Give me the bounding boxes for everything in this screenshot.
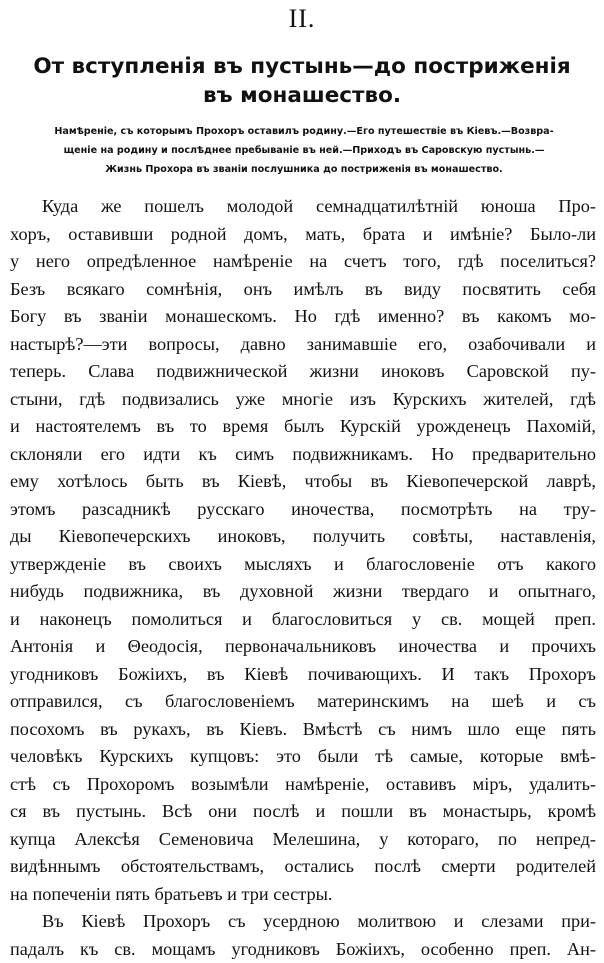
text-line: у него опредѣленное намѣреніе на счетъ того, гдѣ поселиться? [10,248,596,276]
text-line: Богу въ званіи монашескомъ. Но гдѣ именно? въ какомъ мо- [10,303,596,331]
text-line: ся въ пустынь. Всѣ они послѣ и пошли въ монастырь, кромѣ [10,798,596,826]
text-line: отправился, съ благословеніемъ материнскимъ на шеѣ и съ [10,688,596,716]
text-line: стыни, гдѣ подвизались уже многіе изъ Курскихъ жителей, гдѣ [10,386,596,414]
text-line: видѣннымъ обстоятельствамъ, остались послѣ смерти родителей [10,853,596,881]
text-line: купца Алексѣя Семеновича Мелешина, у котораго, по непред- [10,826,596,854]
text-line: и наконецъ помолиться и благословиться у св. мощей преп. [10,606,596,634]
chapter-title-line: От вступленія въ пустынь—до постриженія [20,52,584,81]
summary-line: Намѣреніе, съ которымъ Прохоръ оставилъ родину.—Его путешествіе въ Кіевъ.—Возвра- [10,122,598,141]
text-line: падалъ къ св. мощамъ угодниковъ Божіихъ, особенно преп. Ан- [10,936,596,963]
text-line: угодниковъ Божіихъ, въ Кіевѣ почивающихъ. И такъ Прохоръ [10,661,596,689]
text-line: стѣ съ Прохоромъ возымѣли намѣреніе, оставивъ міръ, удалить- [10,771,596,799]
text-line: Антонія и Θеодосія, первоначальниковъ иночества и прочихъ [10,633,596,661]
text-line: хоръ, оставивши родной домъ, мать, брата и имѣніе? Было-ли [10,221,596,249]
chapter-title-line: въ монашество. [20,81,584,110]
text-line: теперь. Слава подвижнической жизни иноковъ Саровской пу- [10,358,596,386]
summary-line: Жизнь Прохора въ званіи послушника до постриженія въ монашество. [10,160,598,179]
text-line: этомъ разсадникѣ русскаго иночества, посмотрѣть на тру- [10,496,596,524]
chapter-summary [10,122,598,179]
text-line: утвержденіе въ своихъ мысляхъ и благословеніе отъ какого [10,551,596,579]
text-line: посохомъ въ рукахъ, въ Кіевъ. Вмѣстѣ съ нимъ шло еще пять [10,716,596,744]
text-line: и настоятелемъ въ то время былъ Курскій урожденецъ Пахомій, [10,413,596,441]
text-line: Безъ всякаго сомнѣнія, онъ имѣлъ въ виду посвятить себя [10,276,596,304]
text-line: ему хотѣлось быть въ Кіевѣ, чтобы въ Кіевопечерской лаврѣ, [10,468,596,496]
body-text [10,193,596,963]
text-line: нибудь подвижника, въ духовной жизни твердаго и опытнаго, [10,578,596,606]
text-line: Въ Кіевѣ Прохоръ съ усердною молитвою и слезами при- [10,908,596,936]
text-line: человѣкъ Курскихъ купцовъ: это были тѣ самые, которые вмѣ- [10,743,596,771]
text-line: настырѣ?—эти вопросы, давно занимавшіе его, озабочивали и [10,331,596,359]
chapter-title [20,52,584,110]
chapter-number: II. [0,4,604,34]
text-line: Куда же пошелъ молодой семнадцатилѣтній юноша Про- [10,193,596,221]
text-line: ды Кіевопечерскихъ иноковъ, получить совѣты, наставленія, [10,523,596,551]
text-line: склоняли его идти къ симъ подвижникамъ. Но предварительно [10,441,596,469]
summary-line: щеніе на родину и послѣднее пребываніе въ ней.—Приходъ въ Саровскую пустынь.— [10,141,598,160]
text-line: на попеченіи пять братьевъ и три сестры. [10,881,596,909]
